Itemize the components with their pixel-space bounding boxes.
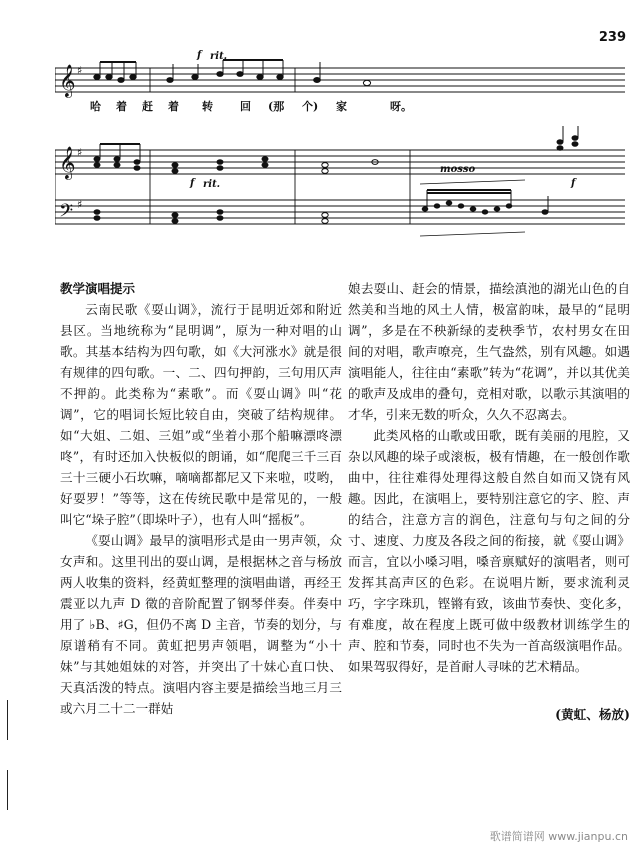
lyric-syllable: 着	[168, 100, 179, 113]
article-left-column	[60, 278, 342, 719]
svg-text:♯: ♯	[77, 146, 83, 159]
lyric-syllable: 转	[202, 100, 213, 113]
music-score	[55, 40, 625, 280]
vocal-notes	[94, 60, 371, 86]
page-number: 239	[598, 30, 626, 45]
bass-clef-icon: 𝄢	[59, 201, 74, 226]
site-watermark: 歌谱简谱网 www.jianpu.cn	[489, 830, 628, 843]
vocal-staff	[55, 68, 625, 92]
article-paragraph: 娘去耍山、赶会的情景，描绘滇池的湖光山色的自然美和当地的风土人情，极富韵味，最早的“昆明调”，多是在不秧新绿的麦秧季节，农村男女在田间的对唱，歌声嘹亮，生气盎然，别有风趣。如遇演唱能人，往往由“素歌”转为“花调”，并以其优美的歌声及成串的叠句，竞相对歌，以歌示其演唱的才华，引来无数的听众，久久不忍离去。	[348, 281, 630, 422]
author-credit: (黄虹、杨放)	[555, 707, 630, 722]
scan-edge-mark	[7, 770, 8, 810]
treble-clef-icon: 𝄞	[59, 146, 76, 179]
lyric-syllable: 着	[116, 100, 127, 113]
article-paragraph: 云南民歌《耍山调》，流行于昆明近郊和附近县区。当地统称为“昆明调”，原为一种对唱的山歌。其基本结构为四句歌，如《大河涨水》就是很有规律的四句歌。一、二、四句押韵，三句用仄声不押韵。此类称为“素歌”。而《耍山调》叫“花调”，它的唱词长短比较自由，突破了结构规律。如“大姐、二姐、三姐”或“坐着小那个船嘛漂咚漂咚”，有时还加入快板似的朗诵，如“爬爬三千三百三十三硬小石坎嘛，嘀嘀都都尼又下来啦，哎哟，好耍罗！”等等，这在传统民歌中是常见的，一般叫它“垛子腔”（即垛叶子），也有人叫“摇板”。	[60, 302, 342, 527]
lyric-syllable: 赶	[142, 100, 153, 113]
lyric-syllable: 哈	[90, 100, 101, 113]
lyric-syllable: 家	[336, 100, 347, 113]
tempo-marking: mosso	[440, 164, 476, 175]
piano-bass-staff	[55, 200, 625, 224]
article-paragraph: 此类风格的山歌或田歌，既有美丽的甩腔，又杂以风趣的垛子或滚板，极有情趣，在一般创作歌曲中，往往难得处理得这般自然自如而又饶有风趣。因此，在演唱上，要特别注意它的字、腔、声的结合，注意方言的润色，注意句与句之间的分寸、速度、力度及各段之间的衔接，就《耍山调》而言，宜以小嗓习唱，嗓音禀赋好的演唱者，则可发挥其高声区的色彩。在说唱片断，要求流利灵巧，字字珠玑，铿锵有致，该曲节奏快、变化多，有难度，故在程度上既可做中级教材训练学生的声、腔和节奏，同时也不失为一首高级演唱作品。如果驾驭得好，是首耐人寻味的艺术精品。	[348, 428, 630, 674]
dynamic-marking: f	[571, 178, 576, 189]
svg-text:♯: ♯	[77, 64, 83, 77]
lyric-syllable: 回	[240, 100, 251, 113]
svg-text:♯: ♯	[77, 198, 83, 211]
rit-marking: rit.	[203, 179, 221, 190]
rit-marking: rit.	[210, 51, 228, 62]
lyric-syllable: 个)	[302, 100, 319, 113]
lyric-syllable: (那	[268, 100, 285, 113]
article-paragraph: 《耍山调》最早的演唱形式是由一男声领，众女声和。这里刊出的耍山调，是根据林之音与杨放两人收集的资料，经黄虹整理的演唱曲谱，再经王震亚以九声 D 徵的音阶配置了钢琴伴奏。伴奏中用了 ♭B、♯G，但仍不离 D 主音，节奏的划分，与原谱稍有不同。黄虹把男声领唱，调整为“小十妹”与其她姐妹的对答，并突出了十妹心直口快、天真活泼的特点。演唱内容主要是描绘当地三月三或六月二十二一群姑	[60, 533, 342, 716]
article-right-column	[348, 278, 630, 725]
dynamic-marking: f	[197, 50, 202, 61]
treble-clef-icon: 𝄞	[59, 64, 76, 97]
score-staves-graphic	[55, 40, 625, 280]
dynamic-marking: f	[190, 178, 195, 189]
section-heading: 教学演唱提示	[60, 281, 136, 296]
lyric-syllable: 呀。	[390, 100, 412, 113]
scan-edge-mark	[7, 700, 8, 740]
lyrics-line	[70, 98, 430, 118]
